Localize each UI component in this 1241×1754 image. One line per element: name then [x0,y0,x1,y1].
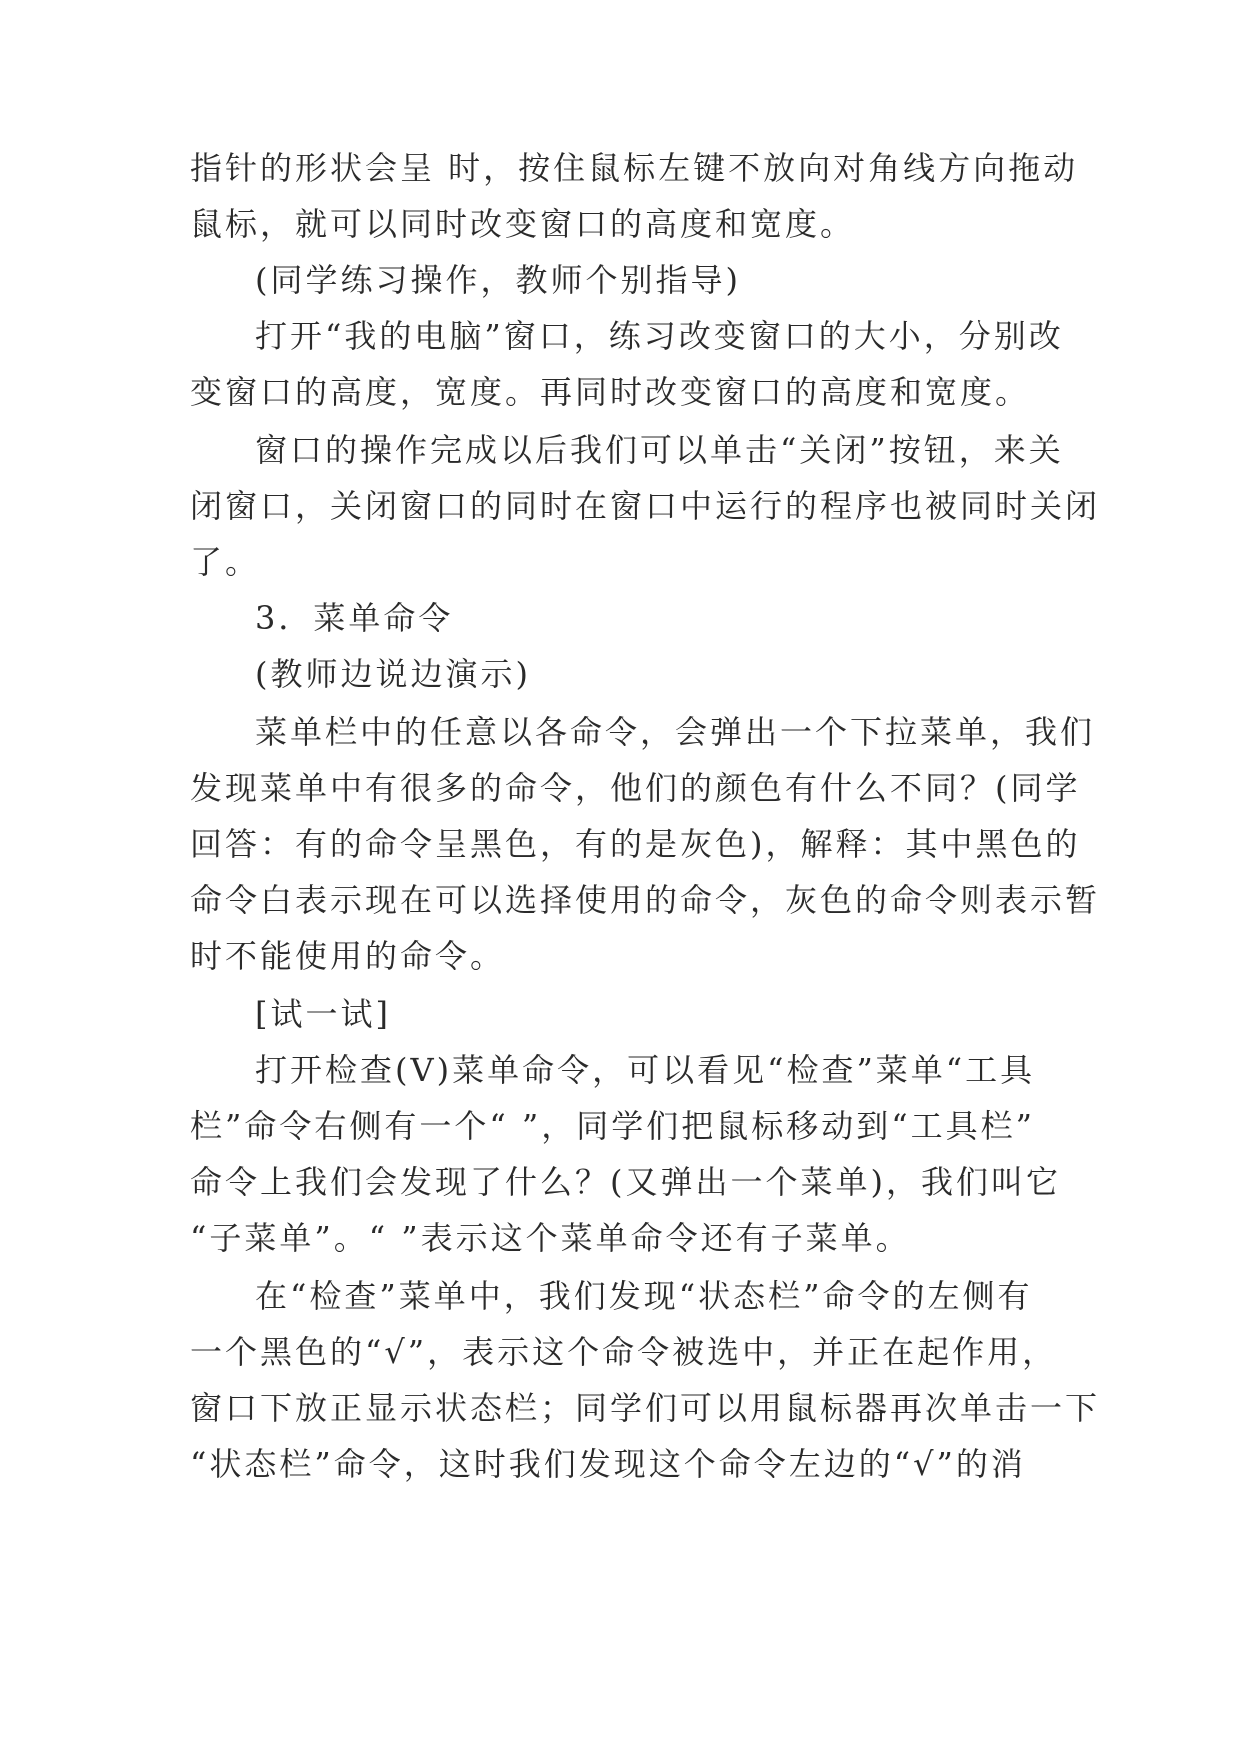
text-line: 打开“我的电脑”窗口，练习改变窗口的大小，分别改 [255,317,1064,355]
text-line: 回答：有的命令呈黑色，有的是灰色)，解释：其中黑色的 [190,825,1081,863]
text-line: 在“检查”菜单中，我们发现“状态栏”命令的左侧有 [255,1277,1033,1315]
text-line: 指针的形状会呈 时，按住鼠标左键不放向对角线方向拖动 [190,149,1079,187]
text-line: 一个黑色的“√”，表示这个命令被选中，并正在起作用， [190,1333,1058,1371]
text-line: [试一试] [255,995,391,1033]
text-line: 了。 [190,543,261,581]
text-line: 打开检查(V)菜单命令，可以看见“检查”菜单“工具 [255,1051,1036,1089]
text-line: 命令白表示现在可以选择使用的命令，灰色的命令则表示暂 [190,881,1101,919]
text-line: (同学练习操作，教师个别指导) [255,261,741,299]
text-line: 变窗口的高度，宽度。再同时改变窗口的高度和宽度。 [190,373,1031,411]
text-line: (教师边说边演示) [255,655,531,693]
text-line: 窗口的操作完成以后我们可以单击“关闭”按钮，来关 [255,431,1064,469]
text-line: 窗口下放正显示状态栏；同学们可以用鼠标器再次单击一下 [190,1389,1101,1427]
text-line: 栏”命令右侧有一个“ ”，同学们把鼠标移动到“工具栏” [190,1107,1035,1145]
text-line: “子菜单”。“ ”表示这个菜单命令还有子菜单。 [190,1219,911,1257]
text-line: 发现菜单中有很多的命令，他们的颜色有什么不同？(同学 [190,769,1081,807]
text-line: 命令上我们会发现了什么？(又弹出一个菜单)，我们叫它 [190,1163,1061,1201]
text-line: 时不能使用的命令。 [190,937,506,975]
section-heading: 3．菜单命令 [255,599,454,637]
text-line: 鼠标，就可以同时改变窗口的高度和宽度。 [190,205,856,243]
text-line: “状态栏”命令，这时我们发现这个命令左边的“√”的消 [190,1445,1026,1483]
text-line: 菜单栏中的任意以各命令，会弹出一个下拉菜单，我们 [255,713,1096,751]
text-line: 闭窗口，关闭窗口的同时在窗口中运行的程序也被同时关闭 [190,487,1101,525]
